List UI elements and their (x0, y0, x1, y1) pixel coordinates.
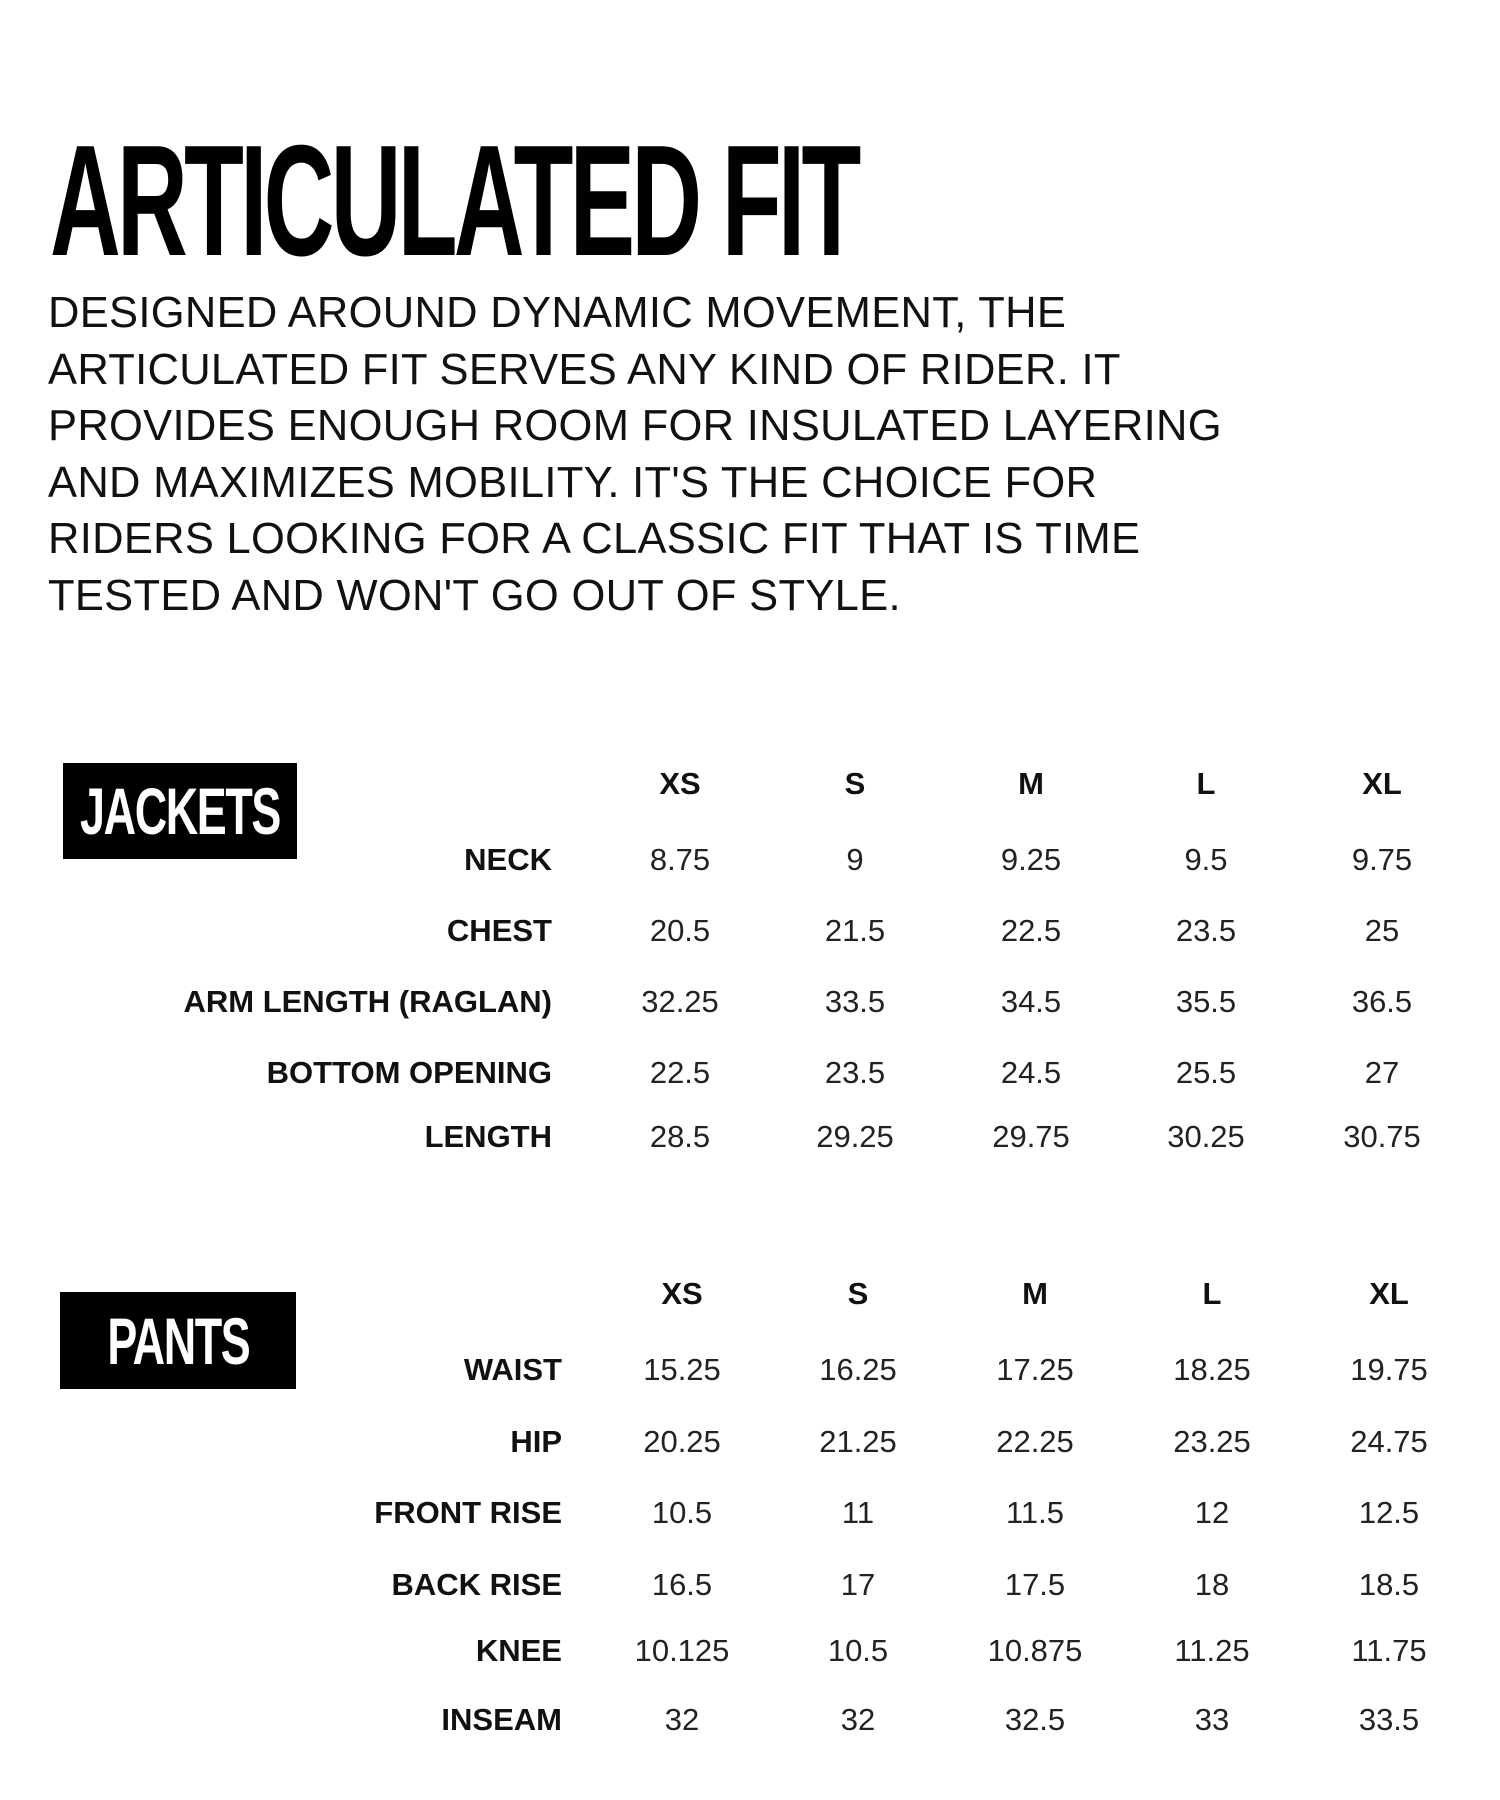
pants-badge-label: PANTS (107, 1303, 249, 1378)
pants-size-header-xs: XS (661, 1276, 703, 1311)
jackets-cell: 9.75 (1351, 842, 1413, 877)
jackets-cell: 23.5 (824, 1055, 886, 1090)
jackets-cell: 23.5 (1175, 913, 1237, 948)
pants-row-label: FRONT RISE (374, 1495, 562, 1530)
pants-cell: 11.5 (1005, 1495, 1065, 1530)
jackets-cell: 24.5 (1000, 1055, 1062, 1090)
pants-row-label: HIP (510, 1424, 562, 1459)
pants-cell: 23.25 (1173, 1424, 1251, 1459)
pants-cell: 32 (840, 1702, 876, 1737)
pants-cell: 10.5 (827, 1633, 889, 1668)
pants-row-label: INSEAM (441, 1702, 562, 1737)
pants-cell: 19.75 (1350, 1352, 1428, 1387)
jackets-row-label: LENGTH (424, 1119, 552, 1154)
pants-cell: 17.5 (1004, 1567, 1066, 1602)
pants-cell: 12 (1194, 1495, 1230, 1530)
jackets-cell: 25 (1364, 913, 1400, 948)
pants-cell: 33.5 (1358, 1702, 1420, 1737)
jackets-cell: 22.5 (649, 1055, 711, 1090)
jackets-cell: 25.5 (1175, 1055, 1237, 1090)
pants-size-header-m: M (1022, 1276, 1048, 1311)
description-line: ARTICULATED FIT SERVES ANY KIND OF RIDER. IT (48, 345, 1121, 394)
jackets-cell: 21.5 (824, 913, 886, 948)
description-line: AND MAXIMIZES MOBILITY. IT'S THE CHOICE FOR (48, 458, 1098, 507)
jackets-cell: 36.5 (1351, 984, 1413, 1019)
jackets-row-label: BOTTOM OPENING (266, 1055, 552, 1090)
jackets-cell: 32.25 (641, 984, 719, 1019)
jackets-cell: 20.5 (649, 913, 711, 948)
pants-cell: 16.5 (651, 1567, 713, 1602)
pants-cell: 17 (840, 1567, 876, 1602)
jackets-cell: 29.25 (816, 1119, 894, 1154)
jackets-size-header-l: L (1196, 766, 1216, 801)
pants-row-label: KNEE (475, 1633, 562, 1668)
jackets-cell: 30.25 (1167, 1119, 1245, 1154)
jackets-cell: 29.75 (992, 1119, 1070, 1154)
pants-cell: 18.25 (1173, 1352, 1251, 1387)
pants-cell: 11.25 (1174, 1633, 1250, 1668)
pants-cell: 33 (1194, 1702, 1230, 1737)
fit-description (48, 285, 1222, 624)
jackets-cell: 9.5 (1184, 842, 1228, 877)
jackets-cell: 33.5 (824, 984, 886, 1019)
pants-size-header-s: S (847, 1276, 869, 1311)
jackets-size-header-m: M (1018, 766, 1044, 801)
jackets-row-label: CHEST (446, 913, 552, 948)
pants-cell: 24.75 (1350, 1424, 1428, 1459)
pants-cell: 10.875 (987, 1633, 1083, 1668)
pants-cell: 15.25 (643, 1352, 721, 1387)
pants-size-header-xl: XL (1369, 1276, 1409, 1311)
description-line: RIDERS LOOKING FOR A CLASSIC FIT THAT IS TIME (48, 515, 1141, 563)
pants-cell: 32.5 (1004, 1702, 1066, 1737)
pants-cell: 18.5 (1358, 1567, 1420, 1602)
pants-cell: 16.25 (819, 1352, 897, 1387)
jackets-cell: 35.5 (1175, 984, 1237, 1019)
jackets-size-header-xs: XS (659, 766, 701, 801)
pants-cell: 11.75 (1351, 1633, 1427, 1668)
jackets-cell: 34.5 (1000, 984, 1062, 1019)
jackets-cell: 9.25 (1000, 842, 1062, 877)
jackets-badge-label: JACKETS (80, 774, 280, 848)
jackets-cell: 28.5 (649, 1119, 711, 1154)
jackets-cell: 8.75 (649, 842, 711, 877)
pants-row-label: WAIST (463, 1352, 562, 1387)
description-line: TESTED AND WON'T GO OUT OF STYLE. (48, 571, 901, 620)
jackets-size-header-s: S (844, 766, 866, 801)
page-title: ARTICULATED FIT (50, 113, 858, 289)
jackets-cell: 27 (1364, 1055, 1400, 1090)
description-line: DESIGNED AROUND DYNAMIC MOVEMENT, THE (48, 289, 1067, 337)
pants-cell: 11 (841, 1495, 875, 1530)
pants-cell: 18 (1194, 1567, 1230, 1602)
pants-badge (60, 1292, 296, 1389)
pants-cell: 21.25 (819, 1424, 897, 1459)
pants-cell: 10.125 (634, 1633, 730, 1668)
jackets-badge (63, 763, 297, 859)
pants-size-header-l: L (1202, 1276, 1222, 1311)
pants-row-label: BACK RISE (391, 1567, 562, 1602)
pants-cell: 10.5 (651, 1495, 713, 1530)
jackets-size-header-xl: XL (1362, 766, 1402, 801)
jackets-row-label: NECK (464, 842, 552, 877)
jackets-cell: 22.5 (1000, 913, 1062, 948)
jackets-row-label: ARM LENGTH (RAGLAN) (183, 984, 552, 1019)
pants-cell: 22.25 (996, 1424, 1074, 1459)
jackets-cell: 30.75 (1343, 1119, 1421, 1154)
pants-cell: 17.25 (996, 1352, 1074, 1387)
pants-cell: 12.5 (1358, 1495, 1420, 1530)
pants-cell: 32 (664, 1702, 700, 1737)
jackets-cell: 9 (846, 842, 864, 877)
pants-cell: 20.25 (643, 1424, 721, 1459)
description-line: PROVIDES ENOUGH ROOM FOR INSULATED LAYERING (48, 402, 1222, 450)
